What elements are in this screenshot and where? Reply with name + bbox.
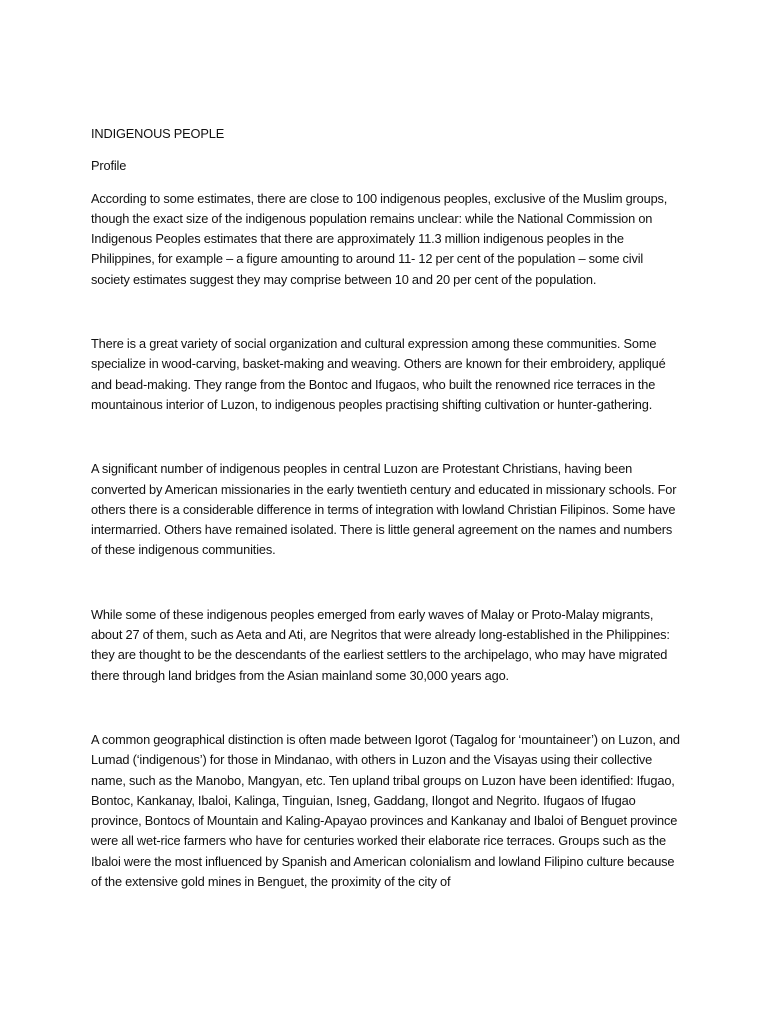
paragraph-cultural-variety: There is a great variety of social organization and cultural expression among these communities. Some specialize in wood-carving, basket-making and weaving. Others are known for their embroidery, appliqué and bead-making. They range from the Bontoc and Ifugaos, who built the renowned rice terraces in the mountainous interior of Luzon, to indigenous peoples practising shifting cultivation or hunter-gathering. [91, 336, 666, 412]
section-heading: Profile [91, 158, 127, 174]
paragraph-negritos: While some of these indigenous peoples emerged from early waves of Malay or Proto-Malay migrants, about 27 of them, such as Aeta and Ati, are Negritos that were already long-established in the Philippines: they are thought to be the descendants of the earliest settlers to the archipelago, who may have migrated there through land bridges from the Asian mainland some 30,000 years ago. [91, 606, 670, 683]
paragraph-christian-integration: A significant number of indigenous peoples in central Luzon are Protestant Christians, having been converted by American missionaries in the early twentieth century and educated in missionary schools. For others there is a considerable difference in terms of integration with lowland Christian Filipinos. Some have intermarried. Others have remained isolated. There is little general agreement on the names and numbers of these indigenous communities. [91, 461, 677, 558]
paragraph-igorot-lumad: A common geographical distinction is often made between Igorot (Tagalog for ‘mountaineer’) on Luzon, and Lumad (‘indigenous’) for those in Mindanao, with others in Luzon and the Visayas using their collective name, such as the Manobo, Mangyan, etc. Ten upland tribal groups on Luzon have been identified: Ifugao, Bontoc, Kankanay, Ibaloi, Kalinga, Tinguian, Isneg, Gaddang, Ilongot and Negrito. Ifugaos of Ifugao province, Bontocs of Mountain and Kaling-Apayao provinces and Kankanay and Ibaloi of Benguet province were all wet-rice farmers who have for centuries worked their elaborate rice terraces. Groups such as the Ibaloi were the most influenced by Spanish and American colonialism and lowland Filipino culture because of the extensive gold mines in Benguet, the proximity of the city of [91, 731, 680, 890]
document-body [91, 124, 683, 892]
paragraph-population: According to some estimates, there are close to 100 indigenous peoples, exclusive of the Muslim groups, though the exact size of the indigenous population remains unclear: while the National Commission on Indigenous Peoples estimates that there are approximately 11.3 million indigenous peoples in the Philippines, for example – a figure amounting to around 11- 12 per cent of the population – some civil society estimates suggest they may comprise between 10 and 20 per cent of the population. [91, 190, 668, 287]
document-title: INDIGENOUS PEOPLE [91, 126, 225, 141]
